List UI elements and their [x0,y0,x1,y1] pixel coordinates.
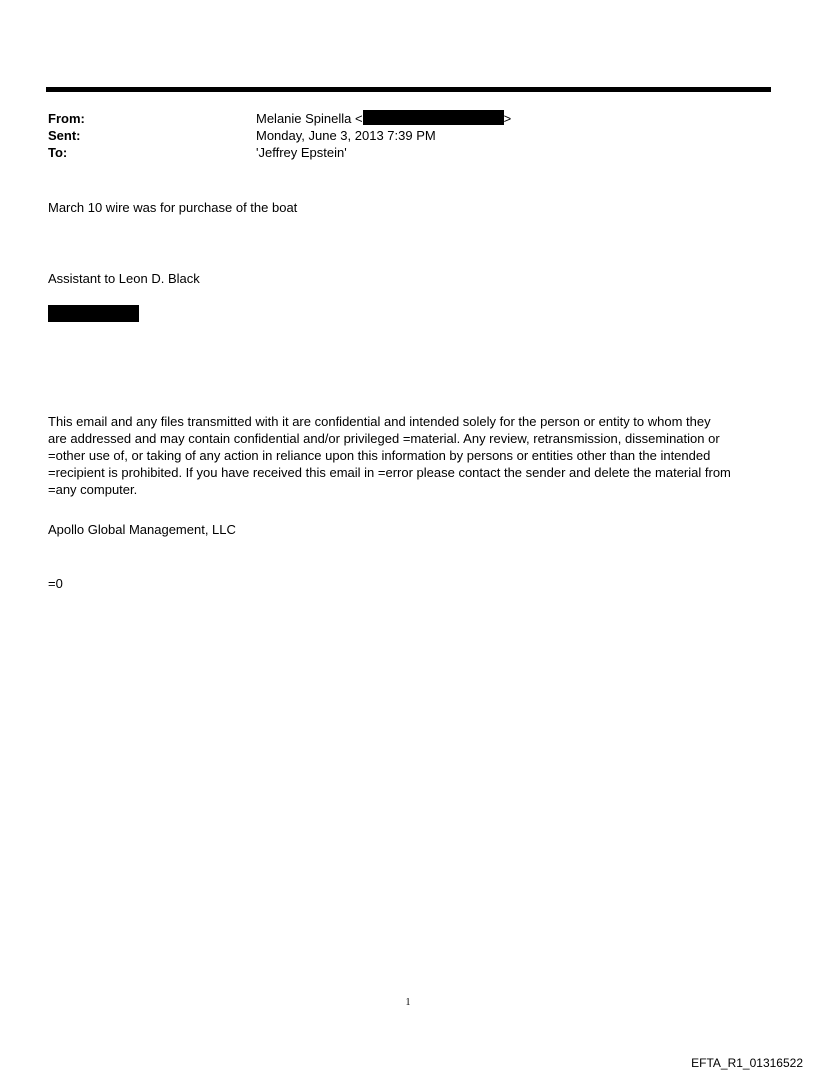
to-label: To: [48,145,68,160]
bates-number: EFTA_R1_01316522 [691,1056,803,1070]
header-divider [46,87,771,92]
disclaimer-line: This email and any files transmitted with it are confidential and intended solely for the person or entity to whom they [48,414,711,429]
from-value [256,110,511,127]
disclaimer-line: =recipient is prohibited. If you have received this email in =error please contact the sender and delete the material from [48,465,731,480]
from-name: Melanie Spinella < [256,111,363,126]
disclaimer-line: =any computer. [48,482,138,497]
to-value: 'Jeffrey Epstein' [256,145,347,160]
from-suffix: > [503,111,512,126]
disclaimer-line: =other use of, or taking of any action in reliance upon this information by persons or entities other than the intended [48,448,711,463]
sent-value: Monday, June 3, 2013 7:39 PM [256,128,436,143]
disclaimer-line: are addressed and may contain confidential and/or privileged =material. Any review, retransmission, dissemination or [48,431,720,446]
confidentiality-disclaimer [48,413,773,498]
message-trailer: =0 [48,576,63,591]
page-number: 1 [405,997,411,1008]
redaction-box [48,305,139,322]
message-body: March 10 wire was for purchase of the boat [48,200,298,215]
redaction-box [363,110,504,125]
company-name: Apollo Global Management, LLC [48,522,236,537]
signature-title: Assistant to Leon D. Black [48,271,200,286]
from-label: From: [48,111,85,126]
sent-label: Sent: [48,128,81,143]
